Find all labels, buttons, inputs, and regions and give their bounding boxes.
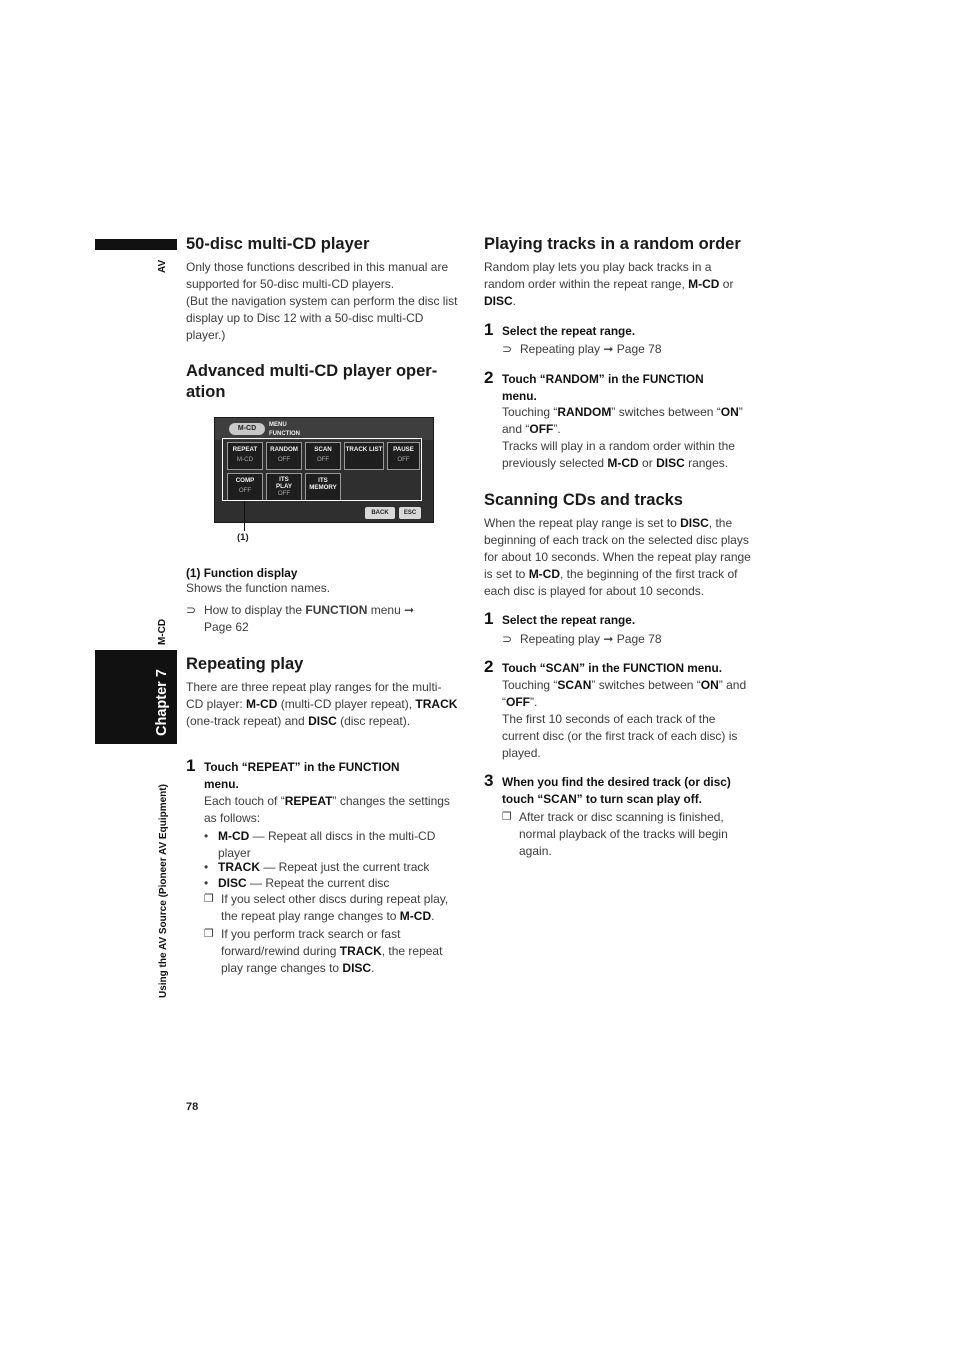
- random-step-number-1: 1: [484, 320, 494, 339]
- heading-random-order: Playing tracks in a random order: [484, 235, 741, 253]
- scan-step3-line1: When you find the desired track (or disc): [502, 775, 731, 789]
- note-box-icon: ❐: [204, 893, 214, 905]
- section-label: Using the AV Source (Pioneer AV Equipment): [158, 784, 169, 998]
- note-select-other-discs: ❐ If you select other discs during repeat play, the repeat play range changes to M-CD.: [204, 892, 449, 923]
- reference-arrow-icon: ⊃: [502, 632, 513, 646]
- random-step2-line2: menu.: [502, 389, 537, 403]
- mcd-logo: M-CD: [229, 423, 265, 435]
- its-memory-button[interactable]: ITS MEMORY: [305, 473, 341, 501]
- scan-step1: Select the repeat range.: [502, 613, 636, 627]
- para-repeating-play: There are three repeat play ranges for the multi-CD player: M-CD (multi-CD player repeat), TRACK (one-track repeat) and DISC (disc repeat).: [186, 680, 458, 728]
- scan-step2: Touch “SCAN” in the FUNCTION menu.: [502, 661, 722, 675]
- heading-advanced-1: Advanced multi-CD player oper-: [186, 362, 438, 380]
- pause-button[interactable]: PAUSE OFF: [387, 442, 420, 470]
- step-number-1: 1: [186, 756, 196, 775]
- note-box-icon: ❐: [204, 928, 214, 940]
- note-track-search: ❐ If you perform track search or fast forward/rewind during TRACK, the repeat play range changes to DISC.: [204, 927, 443, 975]
- bullet-disc: • DISC — Repeat the current disc: [204, 876, 390, 890]
- scan-step-number-1: 1: [484, 609, 494, 628]
- callout-line: [244, 501, 245, 531]
- heading-scanning: Scanning CDs and tracks: [484, 491, 683, 509]
- scan-step3-note: ❐ After track or disc scanning is finished, normal playback of the tracks will begin again.: [502, 810, 728, 858]
- scan-step2-desc2: The first 10 seconds of each track of the current disc (or the first track of each disc) is played.: [502, 712, 738, 760]
- comp-button[interactable]: COMP OFF: [227, 473, 263, 501]
- scan-step1-reference: ⊃ Repeating play ➞ Page 78: [502, 632, 662, 646]
- screen-function-label: FUNCTION: [269, 431, 300, 437]
- para-scanning: When the repeat play range is set to DISC, the beginning of each track on the selected disc plays for about 10 seconds. When the repeat play range is set to M-CD, the beginning of the first track of each disc is played for about 10 seconds.: [484, 516, 751, 598]
- heading-50-disc: 50-disc multi-CD player: [186, 235, 370, 253]
- para-50-disc-2: (But the navigation system can perform the disc list display up to Disc 12 with a 50-disc multi-CD player.): [186, 294, 458, 342]
- scan-button[interactable]: SCAN OFF: [305, 442, 341, 470]
- callout-label: (1): [237, 532, 249, 543]
- esc-button[interactable]: ESC: [399, 507, 421, 519]
- reference-arrow-icon: ⊃: [186, 603, 197, 617]
- random-step2-line1: Touch “RANDOM” in the FUNCTION: [502, 372, 704, 386]
- sidebar-mcd-label: M-CD: [157, 618, 168, 645]
- scan-step-number-3: 3: [484, 771, 494, 790]
- screen-menu-label: MENU: [269, 422, 287, 428]
- heading-advanced-2: ation: [186, 383, 226, 401]
- chapter-label: Chapter 7: [154, 669, 170, 736]
- track-list-button[interactable]: TRACK LIST: [344, 442, 384, 470]
- reference-arrow-icon: ⊃: [502, 342, 513, 356]
- random-step2-desc2: Tracks will play in a random order within the previously selected M-CD or DISC ranges.: [502, 439, 735, 470]
- function-display-frame: [222, 438, 422, 501]
- function-display-title: (1) Function display: [186, 566, 298, 580]
- random-step-number-2: 2: [484, 368, 494, 387]
- para-50-disc-1: Only those functions described in this manual are supported for 50-disc multi-CD players.: [186, 260, 449, 291]
- back-button[interactable]: BACK: [365, 507, 395, 519]
- scan-step3-line2: touch “SCAN” to turn scan play off.: [502, 792, 702, 806]
- function-display-desc: Shows the function names.: [186, 581, 331, 595]
- random-step2-desc: Touching “RANDOM” switches between “ON” and “OFF”.: [502, 405, 743, 436]
- note-box-icon: ❐: [502, 811, 512, 823]
- its-play-button[interactable]: ITS PLAY OFF: [266, 473, 302, 501]
- bullet-mcd: • M-CD — Repeat all discs in the multi-CD player: [204, 829, 436, 860]
- repeat-button[interactable]: REPEAT M-CD: [227, 442, 263, 470]
- random-button[interactable]: RANDOM OFF: [266, 442, 302, 470]
- function-menu-reference: ⊃ How to display the FUNCTION menu ➞ Page 62: [186, 603, 415, 634]
- step1-description: Each touch of “REPEAT” changes the settings as follows:: [204, 794, 450, 825]
- sidebar-av-label: AV: [157, 259, 168, 273]
- para-random-order: Random play lets you play back tracks in a random order within the repeat range, M-CD or DISC.: [484, 260, 734, 308]
- random-step1: Select the repeat range.: [502, 324, 636, 338]
- step1-line1: Touch “REPEAT” in the FUNCTION: [204, 760, 400, 774]
- top-black-bar: [95, 239, 177, 250]
- bullet-track: • TRACK — Repeat just the current track: [204, 860, 430, 874]
- scan-step2-desc: Touching “SCAN” switches between “ON” and “OFF”.: [502, 678, 747, 709]
- random-step1-reference: ⊃ Repeating play ➞ Page 78: [502, 342, 662, 356]
- step1-line2: menu.: [204, 777, 239, 791]
- page-number: 78: [186, 1101, 199, 1113]
- heading-repeating-play: Repeating play: [186, 655, 304, 673]
- scan-step-number-2: 2: [484, 657, 494, 676]
